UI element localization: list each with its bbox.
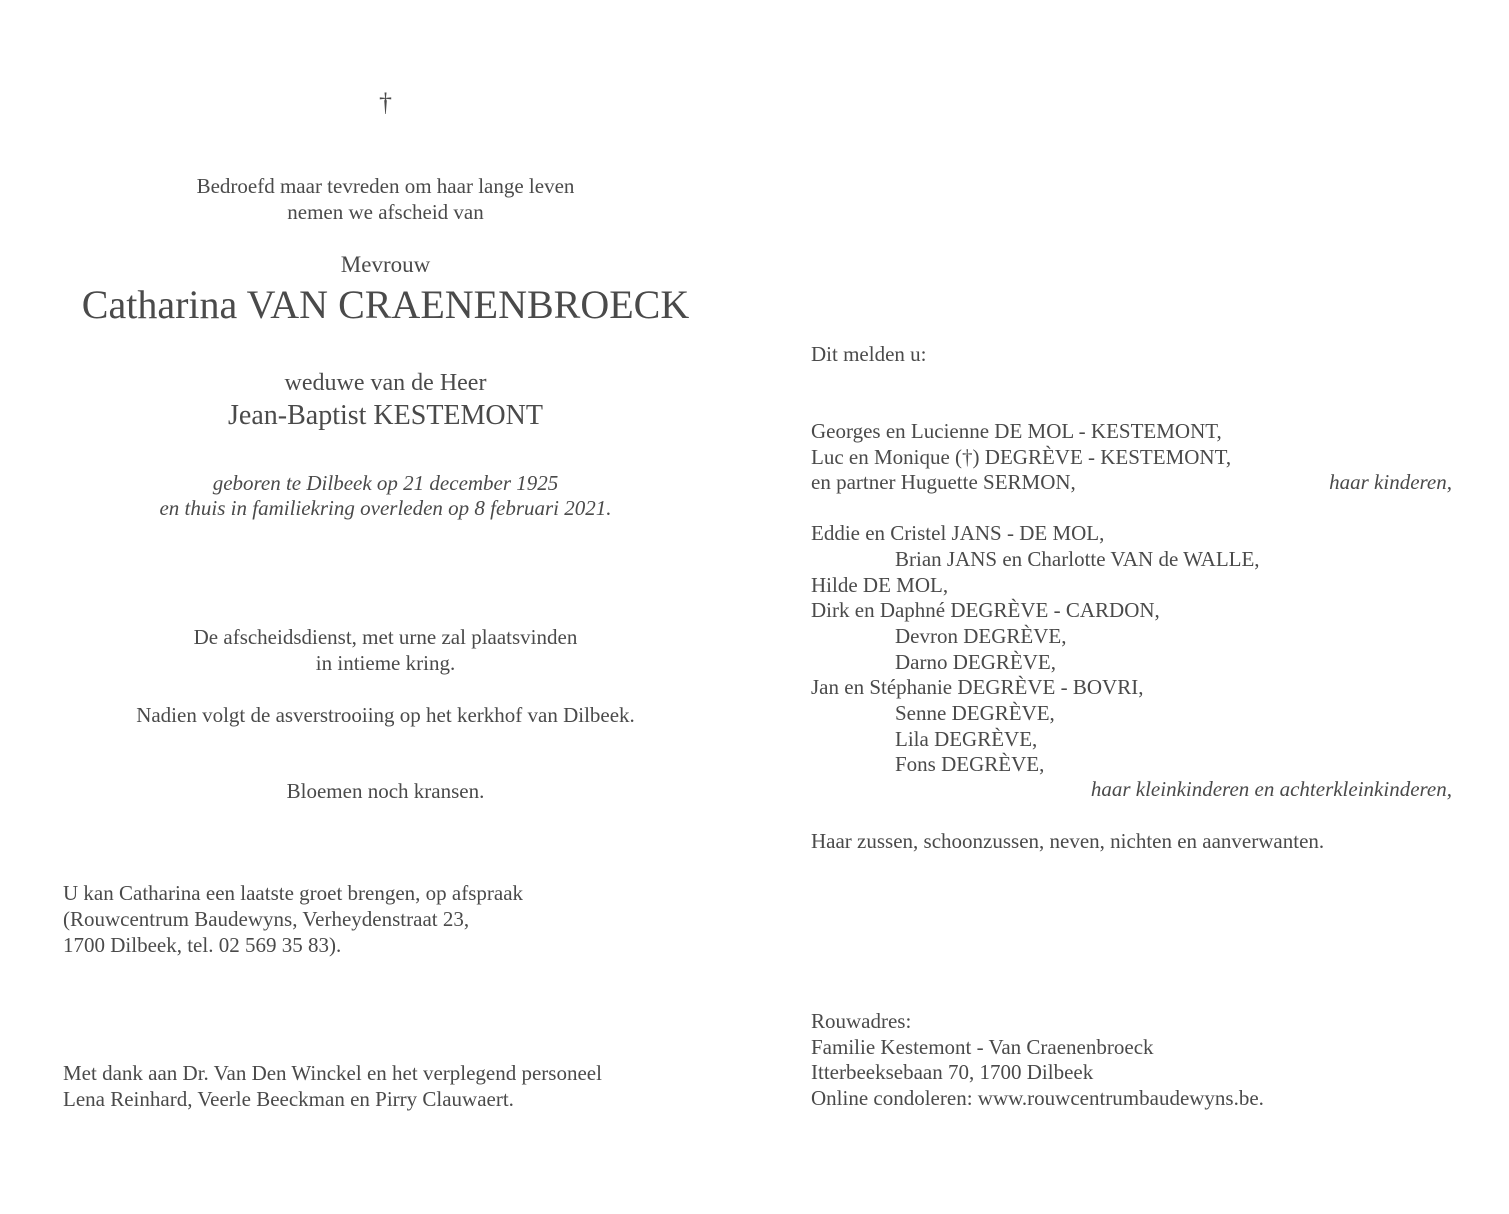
deceased-name: Catharina VAN CRAENENBROECK (81, 282, 690, 327)
grandchild-line: Devron DEGRÈVE, (895, 624, 1067, 648)
child-line-3: en partner Huguette SERMON, (811, 470, 1076, 494)
grandchild-line: Lila DEGRÈVE, (895, 727, 1038, 751)
address-line-4: Online condoleren: www.rouwcentrumbaudewyns.be. (811, 1086, 1264, 1110)
address-line-1: Rouwadres: (811, 1009, 912, 1033)
grandchild-line: Hilde DE MOL, (811, 573, 949, 597)
address-line-2: Familie Kestemont - Van Craenenbroeck (811, 1035, 1154, 1059)
address-line-3: Itterbeeksebaan 70, 1700 Dilbeek (811, 1060, 1094, 1084)
thanks-line-1: Met dank aan Dr. Van Den Winckel en het verplegend personeel (63, 1061, 602, 1085)
service-line-1: De afscheidsdienst, met urne zal plaatsvinden (193, 625, 578, 649)
grandchildren-label: haar kleinkinderen en achterkleinkinderen, (1090, 777, 1452, 801)
visit-line-1: U kan Catharina een laatste groet brengen, op afspraak (63, 881, 524, 905)
widow-of: weduwe van de Heer (284, 370, 487, 396)
flowers-line: Bloemen noch kransen. (286, 779, 485, 803)
children-label: haar kinderen, (1329, 470, 1452, 494)
grandchild-line: Fons DEGRÈVE, (895, 752, 1045, 776)
grandchild-line: Senne DEGRÈVE, (895, 701, 1055, 725)
cross-symbol: † (379, 88, 392, 117)
child-line-2: Luc en Monique (†) DEGRÈVE - KESTEMONT, (811, 445, 1232, 469)
intro-line-1: Bedroefd maar tevreden om haar lange leven (196, 174, 575, 198)
husband-name: Jean-Baptist KESTEMONT (228, 400, 543, 431)
grandchild-line: Jan en Stéphanie DEGRÈVE - BOVRI, (811, 675, 1144, 699)
intro-line-2: nemen we afscheid van (287, 200, 484, 224)
visit-line-2: (Rouwcentrum Baudewyns, Verheydenstraat 23, (63, 907, 470, 931)
service-line-2: in intieme kring. (315, 651, 456, 675)
grandchild-line: Brian JANS en Charlotte VAN de WALLE, (895, 547, 1260, 571)
visit-line-3: 1700 Dilbeek, tel. 02 569 35 83). (63, 933, 342, 957)
relatives-line: Haar zussen, schoonzussen, neven, nichten en aanverwanten. (811, 829, 1325, 853)
grandchild-line: Darno DEGRÈVE, (895, 650, 1056, 674)
death-line: en thuis in familiekring overleden op 8 februari 2021. (159, 496, 612, 520)
grandchild-line: Dirk en Daphné DEGRÈVE - CARDON, (811, 598, 1160, 622)
grandchild-line: Eddie en Cristel JANS - DE MOL, (811, 521, 1105, 545)
thanks-line-2: Lena Reinhard, Veerle Beeckman en Pirry Clauwaert. (63, 1087, 514, 1111)
announcement: Dit melden u: (811, 342, 927, 366)
birth-line: geboren te Dilbeek op 21 december 1925 (212, 471, 559, 495)
honorific: Mevrouw (340, 252, 431, 277)
child-line-1: Georges en Lucienne DE MOL - KESTEMONT, (811, 419, 1222, 443)
ashes-line: Nadien volgt de asverstrooiing op het kerkhof van Dilbeek. (136, 703, 635, 727)
